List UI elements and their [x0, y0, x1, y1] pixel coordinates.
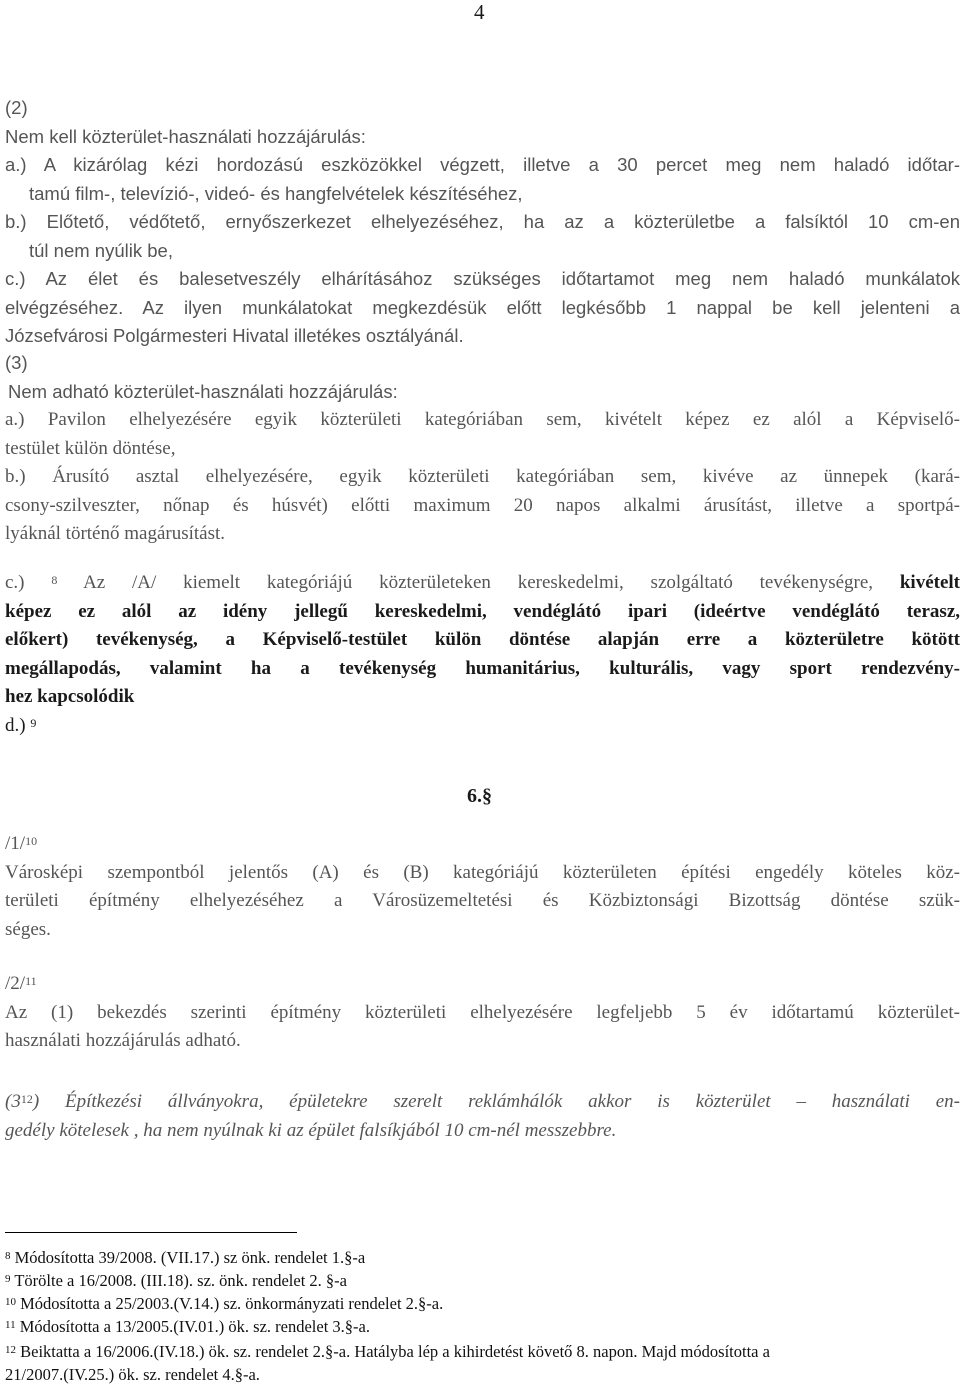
section-3-item-b-line-3: lyáknál történő magárusítást. [5, 523, 226, 544]
footnote-ref-10[interactable]: 10 [25, 834, 38, 848]
section-3-item-c-line-3: előkert) tevékenység, a Képviselő-testület külön döntése alapján erre a közterületre kötött [5, 629, 960, 650]
footnote-text: 21/2007.(IV.25.) ök. sz. rendelet 4.§-a. [5, 1365, 260, 1384]
section-6-para-1-label: /1/ [5, 833, 26, 854]
section-3-item-c-prefix: c.) [5, 572, 25, 593]
section-6-para-2-line-2: használati hozzájárulás adható. [5, 1030, 241, 1051]
section-6-para-2-label: /2/ [5, 973, 26, 994]
footnote-number: 12 [5, 1344, 16, 1356]
section-2-intro: Nem kell közterület-használati hozzájárulás: [5, 125, 366, 147]
footnote-ref-12[interactable]: 12 [20, 1092, 33, 1106]
section-3-item-a-line-1: a.) Pavilon elhelyezésére egyik közterületi kategóriában sem, kivételt képez ez alól a Képviselő- [5, 409, 960, 430]
section-2 [5, 94, 960, 351]
section-3-item-a-line-2: testület külön döntése, [5, 437, 176, 459]
section-6-para-3 [5, 1088, 960, 1145]
section-6-para-3-line-1: ) Építkezési állványokra, épületekre szerelt reklámhálók akkor is közterület – használati en- [32, 1091, 960, 1112]
footnote-number: 9 [5, 1273, 11, 1285]
section-2-item-c-line-1: c.) Az élet és balesetveszély elhárításához szükséges időtartamot meg nem haladó munkálatok [5, 268, 960, 289]
footnote-10 [5, 1293, 960, 1316]
footnote-12-continued [5, 1364, 960, 1387]
footnote-11 [5, 1316, 960, 1339]
section-3-label: (3) [5, 352, 28, 373]
section-3-intro: Nem adható közterület-használati hozzájárulás: [8, 380, 398, 402]
section-2-item-b-line-2: túl nem nyúlik be, [29, 239, 173, 261]
section-2-item-a-line-1: a.) A kizárólag kézi hordozású eszközökkel végzett, illetve a 30 percet meg nem haladó időtar- [5, 154, 960, 175]
section-6-para-3-open: (3 [5, 1091, 21, 1112]
section-3-item-b-line-2: csony-szilveszter, nőnap és húsvét) előtti maximum 20 napos alkalmi árusítást, illetve a sportpá- [5, 494, 960, 516]
section-6-heading: 6.§ [467, 785, 492, 807]
section-2-item-c-line-3: Józsefvárosi Polgármesteri Hivatal illetékes osztályánál. [5, 325, 464, 346]
footnote-text: Módosította a 13/2005.(IV.01.) ök. sz. rendelet 3.§-a. [19, 1317, 370, 1336]
footnote-number: 11 [5, 1319, 16, 1331]
footnote-text: Módosította 39/2008. (VII.17.) sz önk. rendelet 1.§-a [14, 1248, 366, 1267]
section-2-item-a-line-2: tamú film-, televízió-, videó- és hangfelvételek készítéséhez, [29, 182, 523, 204]
footnote-ref-11[interactable]: 11 [25, 974, 37, 988]
section-3-item-c-line-2: képez ez alól az idény jellegű kereskedelmi, vendéglátó ipari (ideértve vendéglátó terasz, [5, 600, 960, 622]
section-6-para-3-line-2: gedély kötelesek , ha nem nyúlnak ki az épület falsíkjából 10 cm-nél messzebbre. [5, 1119, 617, 1141]
footnote-text: Módosította a 25/2003.(V.14.) sz. önkormányzati rendelet 2.§-a. [20, 1294, 444, 1313]
footnote-12 [5, 1341, 960, 1364]
footnote-divider [5, 1232, 297, 1233]
footnote-text: Törölte a 16/2008. (III.18). sz. önk. rendelet 2. §-a [14, 1271, 347, 1290]
section-6-para-2 [5, 970, 960, 1056]
footnote-8 [5, 1247, 960, 1270]
footnote-number: 8 [5, 1250, 11, 1262]
section-3-item-c-line-1-bold: kivételt [899, 572, 960, 593]
section-6-para-2-line-1: Az (1) bekezdés szerinti építmény közterületi elhelyezésére legfeljebb 5 év időtartamú közterület- [5, 1001, 960, 1023]
footnote-number: 10 [5, 1296, 16, 1308]
section-2-label: (2) [5, 97, 28, 118]
section-3-items-ab [5, 406, 960, 549]
section-2-item-c-line-2: elvégzéséhez. Az ilyen munkálatokat megkezdésük előtt legkésőbb 1 nappal be kell jelenteni a [5, 296, 960, 318]
section-3-item-c [5, 569, 960, 740]
section-3-item-c-line-1: Az /A/ kiemelt kategóriájú közterületeken kereskedelmi, szolgáltató tevékenységre, [83, 572, 874, 593]
section-6-para-1-line-3: séges. [5, 918, 51, 940]
footnote-text: Beiktatta a 16/2006.(IV.18.) ök. sz. rendelet 2.§-a. Hatályba lép a kihirdetést követő 8. napon. Majd módosította a [20, 1342, 770, 1361]
section-2-item-b-line-1: b.) Előtető, védőtető, ernyőszerkezet elhelyezéséhez, ha az a közterületbe a falsíktól 10 cm-en [5, 211, 960, 232]
footnote-ref-9[interactable]: 9 [30, 715, 37, 730]
section-3-header [5, 349, 960, 406]
footnote-9 [5, 1270, 960, 1293]
section-6-para-1-line-1: Városképi szempontból jelentős (A) és (B) kategóriájú közterületen építési engedély köteles köz- [5, 861, 960, 883]
section-3-item-d-prefix: d.) [5, 714, 26, 736]
section-3-item-c-line-4: megállapodás, valamint ha a tevékenység humanitárius, kulturális, vagy sport rendezvény- [5, 657, 960, 679]
page-number: 4 [474, 0, 485, 24]
footnote-ref-8[interactable]: 8 [51, 573, 58, 587]
section-3-item-b-line-1: b.) Árusító asztal elhelyezésére, egyik közterületi kategóriában sem, kivéve az ünnepek (kará- [5, 466, 960, 487]
section-3-item-c-line-5: hez kapcsolódik [5, 686, 135, 707]
section-6-para-1 [5, 830, 960, 944]
section-6-para-1-line-2: területi építmény elhelyezéséhez a Városüzemeltetési és Közbiztonsági Bizottság döntése szük- [5, 890, 960, 911]
